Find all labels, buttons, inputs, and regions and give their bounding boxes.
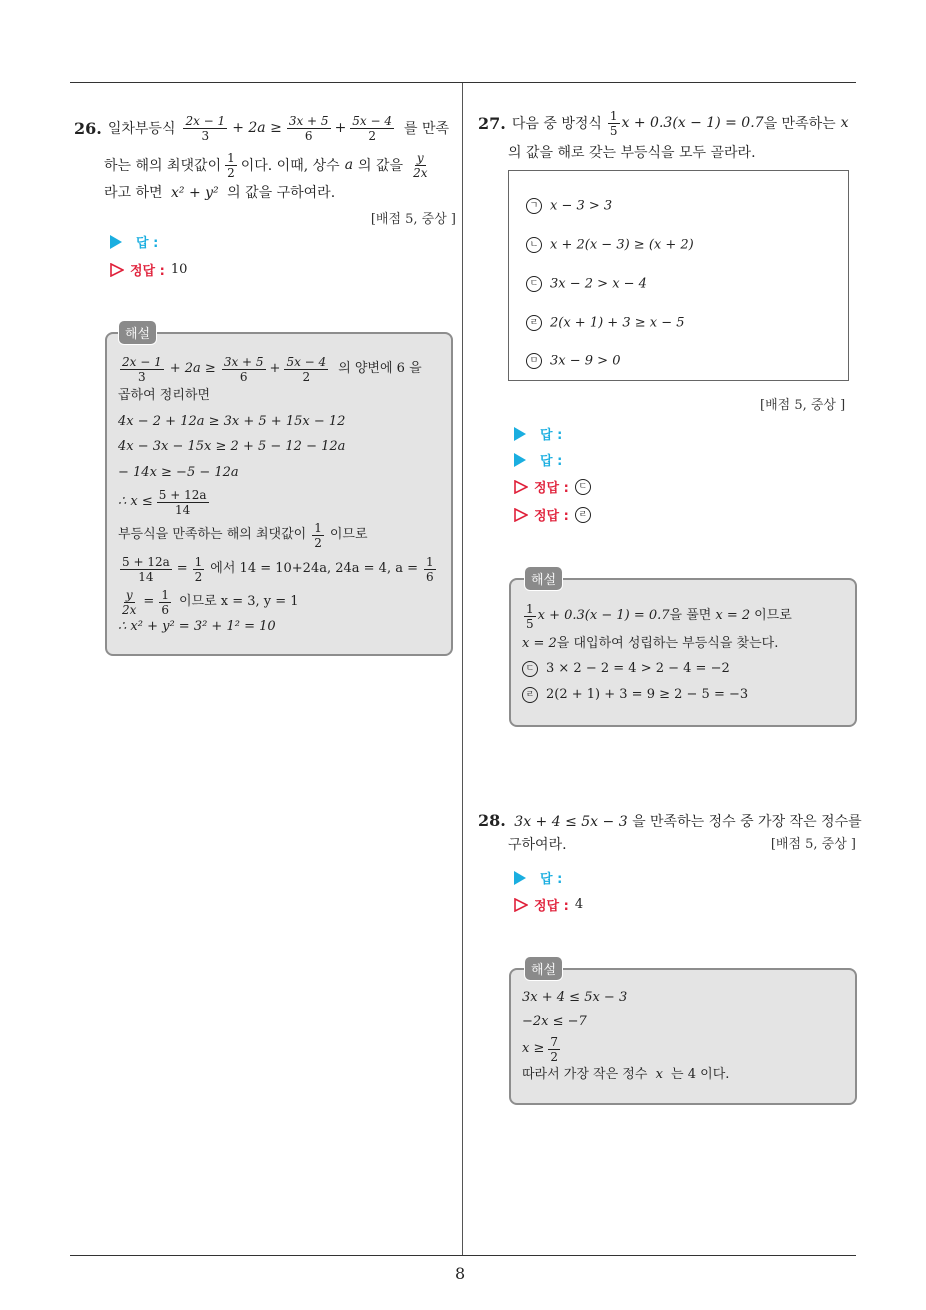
fraction: $\frac{1}{2}$ [314, 520, 322, 550]
outline-triangle-icon [110, 263, 124, 277]
outline-triangle-icon [514, 480, 528, 494]
question-text: 을 만족하는 정수 중 가장 작은 정수를 [632, 814, 862, 830]
correct-answer [514, 895, 583, 914]
solution-text: 3 × 2 − 2 = 4 > 2 − 4 = −2 [546, 661, 730, 676]
math-text: x² + y² [171, 185, 219, 201]
fraction: $\frac{1}{2}$ [194, 554, 203, 584]
filled-triangle-icon [514, 871, 526, 885]
fraction: $\frac{5 + 12a}{14}$ [122, 554, 170, 584]
math-text: x [655, 1067, 663, 1082]
answer-field[interactable] [514, 868, 562, 887]
fraction: $\frac{3x + 5}{6}$ [223, 354, 264, 384]
fraction: $\frac{2x - 1}{3}$ [185, 113, 226, 143]
math-text: x = 2 [522, 636, 557, 651]
circled-mark: ㄴ [526, 237, 542, 253]
correct-value: 10 [170, 262, 188, 277]
math-text: = [176, 561, 188, 576]
solution-text: 이므로 [754, 608, 792, 623]
choice-expression: x + 2(x − 3) ≥ (x + 2) [550, 237, 694, 253]
fraction: $\frac{1}{2}$ [227, 150, 235, 180]
question-text: 구하여라. [508, 837, 567, 853]
fraction: $\frac{3x + 5}{6}$ [288, 113, 329, 143]
question-text: 일차부등식 [107, 121, 176, 137]
solution-text: 4x − 2 + 12a ≥ 3x + 5 + 15x − 12 [118, 414, 346, 429]
correct-label: 정답 : [534, 509, 569, 524]
answer-label: 답 : [540, 454, 563, 469]
math-text: x + 0.3(x − 1) = 0.7 [621, 115, 764, 131]
math-text: ∴ x ≤ [118, 494, 153, 509]
answer-label: 답 : [540, 872, 563, 887]
question-text: 의 값을 [358, 158, 404, 174]
solution-text: 부등식을 만족하는 해의 최댓값이 [118, 527, 307, 542]
math-text: x ≥ [522, 1041, 545, 1056]
choice-item [526, 353, 620, 369]
question-number: 27. [478, 113, 506, 133]
correct-label: 정답 : [534, 899, 569, 914]
choice-item [526, 315, 685, 331]
fraction: $\frac{1}{6}$ [161, 587, 169, 617]
correct-answer [514, 505, 599, 524]
math-text: 3x + 4 ≤ 5x − 3 [514, 814, 628, 830]
correct-answer [514, 477, 599, 496]
solution-tag: 해설 [524, 566, 563, 591]
solution-text: −2x ≤ −7 [522, 1014, 587, 1029]
choice-expression: 2(x + 1) + 3 ≥ x − 5 [550, 315, 685, 331]
question-number: 28. [478, 811, 506, 830]
solution-text: 을 풀면 [669, 608, 712, 623]
solution-text: − 14x ≥ −5 − 12a [118, 465, 239, 480]
correct-answer [110, 260, 187, 279]
answer-field[interactable] [514, 424, 562, 443]
question-text: 라고 하면 [104, 185, 163, 201]
math-text: + 2a ≥ [232, 120, 282, 136]
fraction: $\frac{y}{2x}$ [122, 587, 137, 617]
math-text: + 2a ≥ [169, 361, 216, 376]
solution-text: 이므로 x = 3, y = 1 [178, 594, 299, 609]
fraction: $\frac{5x - 4}{2}$ [286, 354, 327, 384]
solution-text: 에서 14 = 10+24a, 24a = 4, a = [210, 561, 418, 576]
solution-26-body [118, 350, 448, 636]
fraction: $\frac{1}{6}$ [426, 554, 434, 584]
filled-triangle-icon [514, 427, 526, 441]
correct-label: 정답 : [130, 264, 165, 279]
correct-label: 정답 : [534, 481, 569, 496]
fraction: $\frac{y}{2x}$ [413, 150, 428, 180]
choice-item [526, 237, 694, 253]
question-text: 하는 해의 최댓값이 [104, 158, 222, 174]
filled-triangle-icon [514, 453, 526, 467]
math-text: x + 0.3(x − 1) = 0.7 [537, 608, 670, 623]
math-text: + [269, 361, 281, 376]
fraction: $\frac{7}{2}$ [550, 1034, 558, 1064]
question-text: 을 만족하는 [763, 116, 836, 132]
fraction: $\frac{5x - 4}{2}$ [352, 113, 393, 143]
choice-item [526, 198, 612, 214]
outline-triangle-icon [514, 508, 528, 522]
math-text: x [840, 115, 849, 131]
solution-text: 는 4 이다. [671, 1067, 730, 1082]
math-text: + [334, 120, 347, 136]
solution-text: 4x − 3x − 15x ≥ 2 + 5 − 12 − 12a [118, 439, 346, 454]
circled-mark: ㄷ [526, 276, 542, 292]
circled-mark: ㄷ [575, 479, 591, 495]
choice-item [526, 276, 647, 292]
circled-mark: ㄹ [522, 687, 538, 703]
choice-expression: 3x − 2 > x − 4 [550, 276, 647, 292]
circled-mark: ㄱ [526, 198, 542, 214]
question-28 [478, 810, 860, 857]
choice-expression: 3x − 9 > 0 [550, 353, 621, 369]
solution-text: 의 양변에 6 을 [338, 361, 422, 376]
choice-expression: x − 3 > 3 [550, 198, 613, 214]
fraction: $\frac{1}{5}$ [526, 601, 534, 631]
solution-tag: 해설 [118, 320, 157, 345]
answer-label: 답 : [540, 428, 563, 443]
math-text: = [143, 594, 155, 609]
top-rule [70, 82, 856, 83]
solution-tag: 해설 [524, 956, 563, 981]
question-text: 를 만족 [404, 121, 450, 137]
solution-text: 2(2 + 1) + 3 = 9 ≥ 2 − 5 = −3 [546, 687, 749, 702]
circled-mark: ㄷ [522, 661, 538, 677]
solution-text: 이므로 [329, 527, 368, 542]
points-difficulty: [배점 5, 중상 ] [770, 837, 856, 852]
solution-28-body [522, 986, 852, 1086]
solution-text: ∴ x² + y² = 3² + 1² = 10 [118, 619, 276, 634]
points-difficulty: [배점 5, 중상 ] [370, 212, 456, 227]
math-text: x = 2 [715, 608, 751, 623]
points-difficulty: [배점 5, 중상 ] [760, 398, 846, 413]
math-text: a [344, 157, 354, 173]
answer-label: 답 : [136, 236, 159, 251]
solution-text: 따라서 가장 작은 정수 [522, 1067, 648, 1082]
circled-mark: ㄹ [526, 315, 542, 331]
fraction: $\frac{2x - 1}{3}$ [122, 354, 162, 384]
filled-triangle-icon [110, 235, 122, 249]
question-text: 의 값을 구하여라. [227, 185, 336, 201]
question-text: 의 값을 해로 갖는 부등식을 모두 골라라. [508, 145, 756, 161]
bottom-rule [70, 1255, 856, 1256]
solution-text: 곱하여 정리하면 [118, 388, 211, 403]
question-text: 다음 중 방정식 [511, 116, 602, 132]
correct-value: 4 [574, 897, 584, 912]
question-text: 이다. 이때, 상수 [240, 158, 340, 174]
question-26 [74, 108, 456, 227]
fraction: $\frac{1}{5}$ [609, 108, 618, 138]
answer-field[interactable] [514, 450, 562, 469]
answer-field[interactable] [110, 232, 158, 251]
outline-triangle-icon [514, 898, 528, 912]
question-number: 26. [74, 118, 102, 138]
circled-mark: ㄹ [575, 507, 591, 523]
fraction: $\frac{5 + 12a}{14}$ [158, 487, 207, 517]
question-27 [478, 104, 860, 162]
circled-mark: ㅁ [526, 353, 542, 369]
solution-27-body [522, 598, 852, 708]
page-number: 8 [455, 1264, 466, 1283]
solution-text: 을 대입하여 성립하는 부등식을 찾는다. [556, 636, 779, 651]
solution-text: 3x + 4 ≤ 5x − 3 [522, 990, 628, 1005]
column-divider [462, 83, 463, 1255]
